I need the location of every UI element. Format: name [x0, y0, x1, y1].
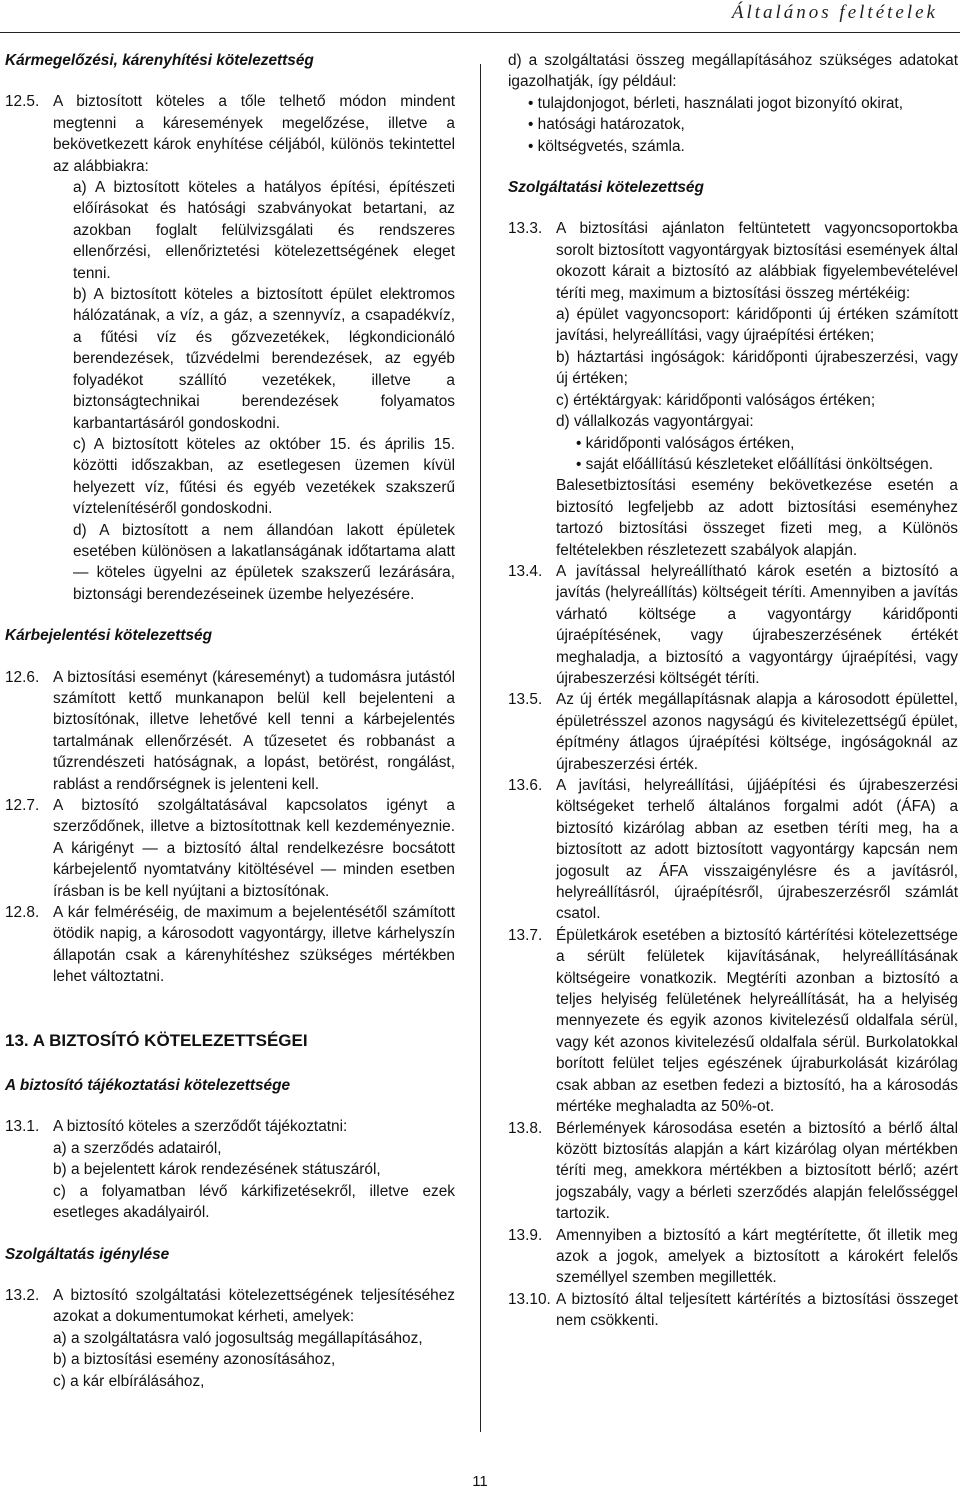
clause-13-2-b: b) a biztosítási esemény azonosításához,: [53, 1351, 336, 1369]
clause-number: 13.2.: [5, 1286, 40, 1304]
clause-number: 12.6.: [5, 668, 40, 686]
clause-13-2-a: a) a szolgáltatásra való jogosultság megállapításához,: [53, 1329, 423, 1347]
clause-text: Bérlemények károsodása esetén a biztosító a bérlő által között biztosítás alapján a kárt kizárólag olyan mértékben téríti meg, amekkora mértékben a biztosított bérlő; azért jogszabály, vagy a bérleti szerződés alapján felelősséggel tartozik.: [556, 1119, 958, 1223]
clause-12-5-b: b) A biztosított köteles a biztosított épület elektromos hálózatának, a víz, a gáz, a szennyvíz, a csapadékvíz, a fűtési víz és gőzvezetékek, légkondicionáló berendezések, tűzvédelmi berendezések, az egyéb folyadékot szállító vezetékek, illetve a biztonságtechnikai berendezések folyamatos karbantartásáról gondoskodni.: [73, 286, 455, 432]
section-heading-szolgáltatás-igénylése: Szolgáltatás igénylése: [5, 1245, 170, 1263]
clause-13-3: [508, 218, 958, 304]
clause-number: 13.7.: [508, 926, 543, 944]
clause-13-1-c: c) a folyamatban lévő kárkifizetésekről, illetve ezek esetleges akadályairól.: [53, 1182, 455, 1222]
clause-number: 13.9.: [508, 1226, 543, 1244]
clause-13-5: [508, 689, 958, 775]
section-heading-szolgáltatási-kötelezettség: Szolgáltatási kötelezettség: [508, 179, 704, 197]
clause-13-2-d: d) a szolgáltatási összeg megállapításához szükséges adatokat igazolhatják, így például:: [508, 52, 958, 91]
clause-number: 13.5.: [508, 691, 543, 709]
clause-text: A kár felméréséig, de maximum a bejelentésétől számított ötödik napig, a károsodott vagyontárgy, illetve kárhelyszín állapotán csak a kárenyhítéshez szükséges mértékben lehet változtatni.: [53, 904, 455, 986]
clause-12-7: [5, 795, 455, 902]
clause-13-6: [508, 775, 958, 925]
section-heading-kárbejelentés: Kárbejelentési kötelezettség: [5, 627, 212, 645]
clause-13-1-a: a) a szerződés adatairól,: [53, 1139, 222, 1157]
list-item: • költségvetés, számla.: [528, 137, 685, 155]
clause-text: Az új érték megállapításnak alapja a károsodott épülettel, épületrésszel azonos nagyságú és kivitelezettségű épület, építmény átlagos újraépítési költsége, ingóságoknál az újrabeszerzési érték.: [556, 691, 958, 773]
clause-13-8: [508, 1118, 958, 1225]
clause-number: 12.5.: [5, 93, 40, 111]
clause-text: A javítással helyreállítható károk esetén a biztosító a javítás (helyreállítás) költségeit téríti. Amennyiben a javítás várható költsége a vagyontárgy káridőponti újraépítésének, vagy újrabeszerzésének értékét meghaladja, a biztosító a vagyontárgy újraépítési, vagy újrabeszerzési költségét téríti.: [556, 562, 958, 687]
clause-text: Épületkárok esetében a biztosító kártérítési kötelezettsége a sérült felületek kijavításának, helyreállításának költségeire vonatkozik. Megtéríti azonban a biztosító a teljes helyiség felületének helyreállítását, ha a helyiség mennyezete és egyik azonos kivitelezésű oldalfala sérül, vagy két azonos kivitelezésű oldalfala sérül. Burkolatokkal borított felület teljes egészének újraburkolását kizárólag csak abban az esetben fedezi a biztosító, ha a károsodás mértéke meghaladta az 50%-ot.: [556, 926, 958, 1116]
clause-number: 13.3.: [508, 220, 543, 238]
clause-12-5-c: c) A biztosított köteles az október 15. és április 15. közötti időszakban, az esetlegesen üzemen kívül helyezett víz, fűtési és egyéb vezetékek szakszerű víztelenítéséről gondoskodni.: [73, 435, 455, 518]
clause-13-2-c: c) a kár elbírálásához,: [53, 1372, 205, 1390]
clause-text: A biztosítási ajánlaton feltüntetett vagyoncsoportokba sorolt biztosított vagyontárgyak biztosítási események által okozott kárait a biztosító az alábbiak figyelembevételével téríti meg, maximum a biztosítási összeg mértékéig:: [556, 220, 958, 302]
clause-13-3-c: c) értéktárgyak: káridőponti valóságos értéken;: [556, 391, 876, 409]
clause-text: Amennyiben a biztosító a kárt megtérítette, őt illetik meg azok a jogok, amelyek a biztosított a károkért felelős személlyel szemben megillették.: [556, 1226, 958, 1287]
clause-13-7: [508, 925, 958, 1118]
clause-text: A javítási, helyreállítási, újjáépítési és újrabeszerzési költségeket terhelő általános forgalmi adót (ÁFA) a biztosító kizárólag abban az esetben téríti meg, ha a biztosított az adott biztosított vagyontárgy kapcsán nem jogosult az ÁFA visszaigénylésre és a javításról, helyreállításról, újraépítésről, újrabeszerzésről számlát csatol.: [556, 777, 958, 923]
running-header-title: Általános feltételek: [731, 2, 938, 23]
clause-12-5-a: a) A biztosított köteles a hatályos építési, építészeti előírásokat és hatósági szabványokat betartani, az azokban foglalt felülvizsgálati és rendszeres ellenőrzési, ellenőriztetési kötelezettségének eleget tenni.: [73, 179, 455, 282]
clause-number: 13.10.: [508, 1290, 551, 1308]
clause-13-3-tail: Balesetbiztosítási esemény bekövetkezése esetén a biztosító legfeljebb az adott biztosítási eseményhez tartozó biztosítási összeget fizeti meg, a Különös feltételekben részletezett szabályok alapján.: [556, 477, 958, 559]
column-divider: [480, 64, 481, 1432]
clause-13-10: [508, 1289, 958, 1332]
clause-13-2: [5, 1285, 455, 1328]
clause-13-1: [5, 1116, 455, 1137]
clause-12-8: [5, 902, 455, 988]
left-column: [5, 50, 455, 1392]
clause-number: 12.7.: [5, 797, 40, 814]
list-item: • tulajdonjogot, bérleti, használati jogot bizonyító okirat,: [528, 94, 903, 112]
section-heading-tájékoztatás: A biztosító tájékoztatási kötelezettsége: [5, 1077, 291, 1095]
clause-13-9: [508, 1225, 958, 1289]
clause-text: A biztosítási eseményt (káreseményt) a tudomásra jutástól számított kettő munkanapon belül kell bejelenteni a biztosítónak, illetve lehetővé kell tenni a kárbejelentés tartalmának ellenőrzését. A tűzesetet és robbanást a tűzrendészeti hatóságnak, a lopást, betörést, rongálást, rablást a rendőrségnek is jelenteni kell.: [53, 668, 455, 793]
header-rule: [0, 32, 960, 33]
clause-text: A biztosító szolgáltatásával kapcsolatos igényt a szerződőnek, illetve a biztosítottnak kell kezdeményeznie. A kárigényt — a biztosító által rendelkezésre bocsátott kárbejelentő nyomtatvány kitöltésével — minden esetben írásban is be kell nyújtani a biztosítónak.: [53, 797, 455, 900]
clause-12-5-d: d) A biztosított a nem állandóan lakott épületek esetében különösen a lakatlanságának időtartama alatt — köteles ügyelni az épületek szakszerű lezárására, biztonsági berendezéseinek üzembe helyezésére.: [73, 521, 455, 603]
chapter-heading-13: 13. A BIZTOSÍTÓ KÖTELEZETTSÉGEI: [5, 1030, 308, 1050]
list-item: • saját előállítású készleteket előállítási önköltségen.: [576, 455, 934, 473]
clause-number: 13.4.: [508, 562, 543, 580]
clause-number: 13.6.: [508, 777, 543, 794]
clause-12-5: [5, 91, 455, 177]
clause-12-6: [5, 667, 455, 795]
right-column: [508, 50, 958, 1332]
clause-text: A biztosított köteles a tőle telhető módon mindent megtenni a káresemények megelőzése, illetve a bekövetkezett károk enyhítése céljából, különös tekintettel az alábbiakra:: [53, 93, 455, 175]
clause-text: A biztosító szolgáltatási kötelezettségének teljesítéséhez azokat a dokumentumokat kérheti, amelyek:: [53, 1286, 455, 1326]
clause-number: 13.1.: [5, 1118, 40, 1136]
clause-text: A biztosító köteles a szerződőt tájékoztatni:: [53, 1118, 348, 1136]
clause-13-3-d: d) vállalkozás vagyontárgyai:: [556, 413, 754, 431]
clause-number: 12.8.: [5, 904, 40, 922]
clause-text: A biztosító által teljesített kártérítés a biztosítási összeget nem csökkenti.: [556, 1290, 958, 1330]
clause-13-4: [508, 561, 958, 689]
page-number: 11: [472, 1473, 488, 1490]
list-item: • káridőponti valóságos értéken,: [576, 434, 795, 452]
clause-number: 13.8.: [508, 1119, 543, 1137]
clause-13-3-b: b) háztartási ingóságok: káridőponti újrabeszerzési, vagy új értéken;: [556, 348, 958, 388]
clause-13-3-a: a) épület vagyoncsoport: káridőponti új értéken számított javítási, helyreállítási, vagy újraépítési értéken;: [556, 306, 958, 345]
list-item: • hatósági határozatok,: [528, 116, 685, 134]
clause-13-1-b: b) a bejelentett károk rendezésének státuszáról,: [53, 1161, 381, 1179]
section-heading-kármegelőzés: Kármegelőzési, kárenyhítési kötelezettség: [5, 52, 314, 69]
